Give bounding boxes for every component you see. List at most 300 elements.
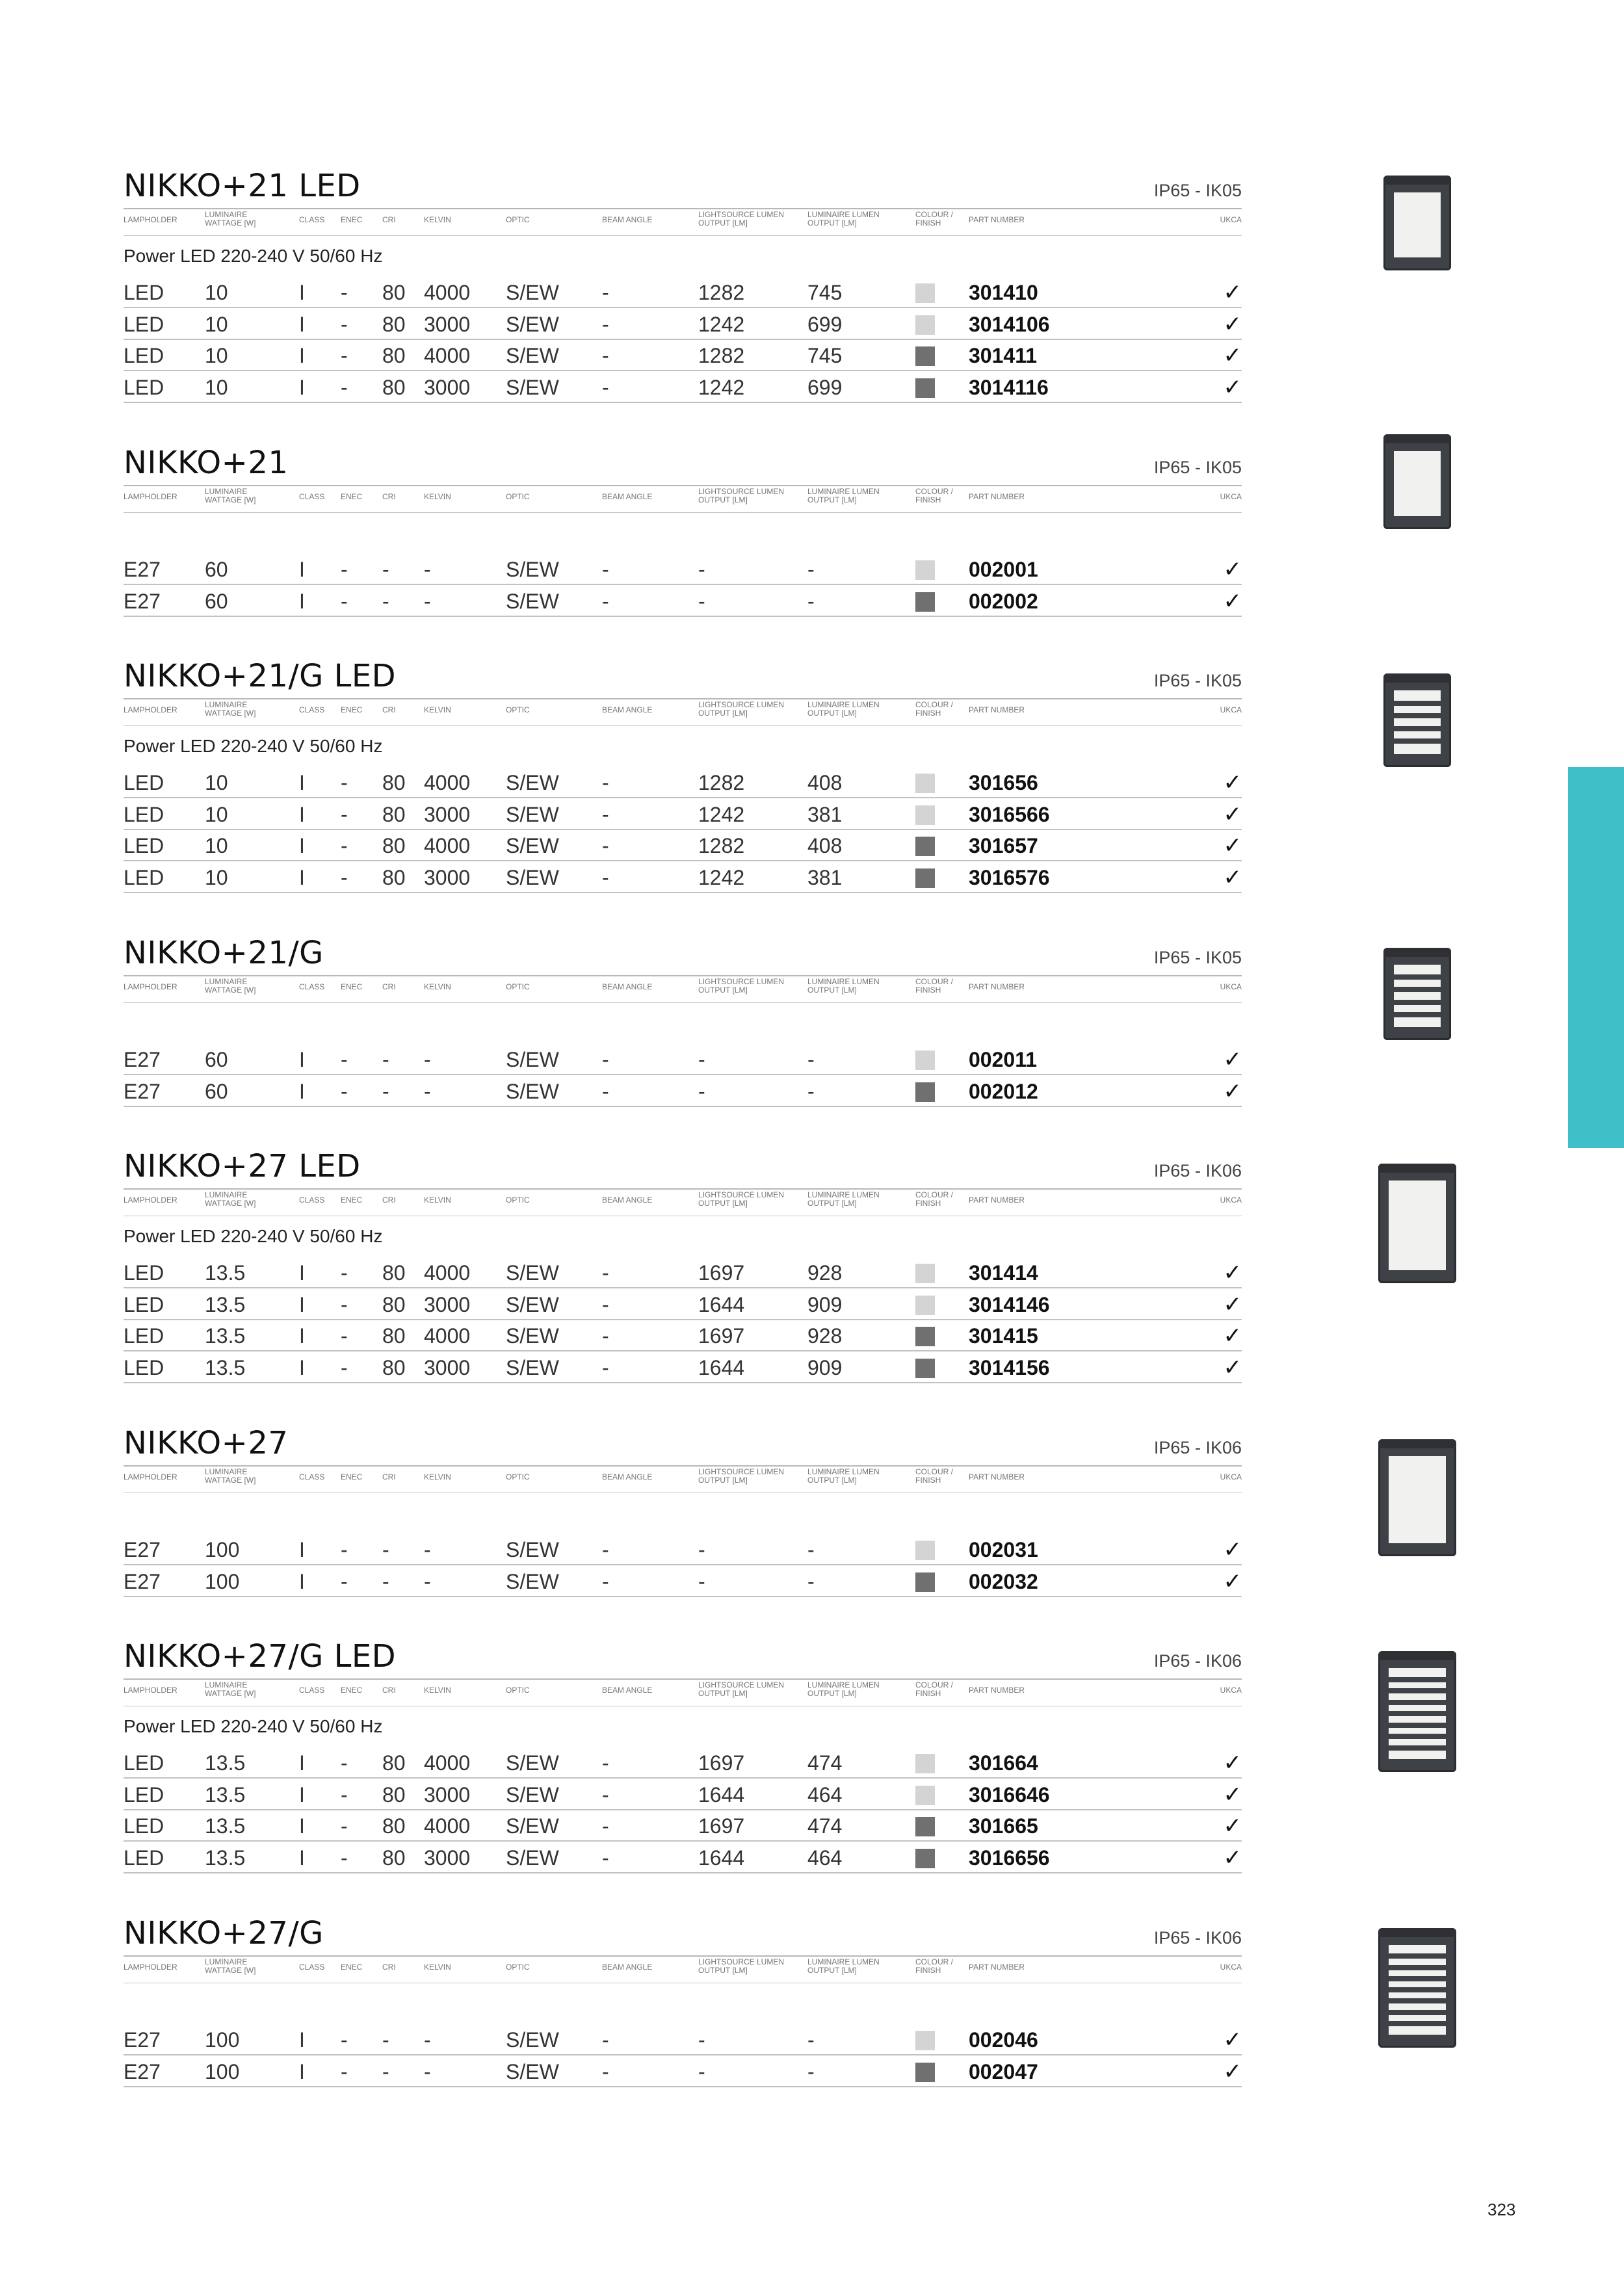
column-header-line: OPTIC — [506, 1686, 530, 1695]
column-header-ukca: UKCA — [1220, 1686, 1242, 1695]
cell-ls: - — [698, 1538, 705, 1561]
cell-kelvin: - — [424, 1538, 431, 1561]
table-header — [124, 1681, 1242, 1707]
cell-kelvin: - — [424, 2028, 431, 2052]
cell-part: 3016656 — [969, 1846, 1050, 1870]
column-header — [807, 701, 880, 718]
cell-ls: 1644 — [698, 1782, 745, 1807]
cell-cri: 80 — [382, 1814, 406, 1838]
cell-cls: I — [299, 1079, 305, 1103]
cell-cri: - — [382, 1079, 389, 1103]
header-top-rule — [124, 975, 1242, 976]
cell-kelvin: - — [424, 1569, 431, 1593]
finish-swatch — [915, 837, 935, 856]
column-header-line: COLOUR / — [915, 210, 954, 219]
column-header-line: BEAM ANGLE — [602, 492, 653, 501]
column-header-line: PART NUMBER — [969, 1195, 1025, 1205]
cell-watt: 13.5 — [205, 1846, 246, 1870]
product-section — [124, 658, 1242, 905]
cell-watt: 60 — [205, 1079, 228, 1103]
cell-cri: 80 — [382, 1355, 406, 1379]
ukca-check-icon: ✓ — [1223, 1537, 1242, 1563]
cell-cls: I — [299, 1569, 305, 1593]
cell-cri: - — [382, 2028, 389, 2052]
cell-kelvin: - — [424, 1048, 431, 1071]
column-header — [698, 1468, 784, 1485]
column-header — [602, 1473, 652, 1481]
header-top-rule — [124, 485, 1242, 486]
column-header — [969, 1686, 1025, 1695]
column-header — [382, 493, 396, 501]
header-top-rule — [124, 1188, 1242, 1190]
cell-optic: S/EW — [506, 1048, 559, 1071]
cell-beam: - — [602, 2028, 609, 2052]
cell-cls: I — [299, 771, 305, 794]
finish-swatch — [915, 1264, 935, 1283]
column-header — [602, 1963, 652, 1972]
cell-part: 3016576 — [969, 865, 1050, 889]
column-header-line: COLOUR / — [915, 487, 954, 496]
ukca-check-icon: ✓ — [1223, 1260, 1242, 1286]
lamp-cap — [1378, 1928, 1456, 1937]
column-header-line: ENEC — [341, 1195, 363, 1205]
column-header — [969, 1963, 1025, 1972]
cell-lamp: LED — [124, 312, 164, 336]
finish-swatch — [915, 2063, 935, 2082]
column-header-line: OUTPUT [LM] — [698, 495, 748, 504]
column-header — [698, 701, 784, 718]
cell-cri: 80 — [382, 1324, 406, 1348]
cell-cls: I — [299, 1355, 305, 1379]
cell-lamp: LED — [124, 375, 164, 399]
column-header — [698, 488, 784, 504]
column-header — [807, 1958, 880, 1975]
cell-beam: - — [602, 375, 609, 399]
column-header-ukca: UKCA — [1220, 705, 1242, 714]
column-header — [915, 701, 953, 718]
column-header — [341, 1963, 362, 1972]
table-row — [124, 1810, 1242, 1842]
column-header — [124, 1473, 177, 1481]
lamp-grille-bar — [1385, 1677, 1450, 1682]
lamp-grille-bar — [1390, 987, 1445, 992]
column-header-line: OUTPUT [LM] — [698, 709, 748, 718]
cell-optic: S/EW — [506, 802, 559, 826]
column-header-line: OUTPUT [LM] — [807, 985, 857, 995]
column-header-line: CLASS — [299, 492, 325, 501]
column-header — [969, 1196, 1025, 1205]
product-section — [124, 168, 1242, 415]
cell-beam: - — [602, 1846, 609, 1870]
cell-enec: - — [341, 589, 348, 613]
ip-rating: IP65 - IK06 — [1153, 1161, 1242, 1181]
cell-beam: - — [602, 771, 609, 794]
cell-beam: - — [602, 1782, 609, 1807]
cell-lum: 745 — [807, 344, 843, 367]
ukca-check-icon: ✓ — [1223, 343, 1242, 369]
column-header — [424, 1473, 451, 1481]
table-row — [124, 277, 1242, 308]
row-rule — [124, 1596, 1242, 1597]
ip-rating: IP65 - IK05 — [1153, 458, 1242, 477]
column-header-line: LAMPHOLDER — [124, 705, 177, 714]
cell-cri: 80 — [382, 281, 406, 304]
finish-swatch — [915, 283, 935, 303]
ip-rating: IP65 - IK06 — [1153, 1928, 1242, 1948]
cell-beam: - — [602, 558, 609, 581]
column-header-line: LAMPHOLDER — [124, 1472, 177, 1481]
column-header — [341, 706, 362, 714]
column-header-line: LUMINAIRE — [205, 1190, 248, 1199]
ukca-check-icon: ✓ — [1223, 864, 1242, 891]
column-header — [299, 493, 324, 501]
cell-optic: S/EW — [506, 1814, 559, 1838]
product-section — [124, 1148, 1242, 1395]
column-header-line: KELVIN — [424, 1195, 451, 1205]
finish-swatch — [915, 2031, 935, 2050]
ip-rating: IP65 - IK06 — [1153, 1651, 1242, 1671]
column-header — [341, 1473, 362, 1481]
finish-swatch — [915, 868, 935, 888]
cell-kelvin: 4000 — [424, 281, 471, 304]
column-header-line: LIGHTSOURCE LUMEN — [698, 1957, 785, 1966]
ukca-check-icon: ✓ — [1223, 588, 1242, 614]
table-row — [124, 1534, 1242, 1565]
cell-kelvin: 3000 — [424, 312, 471, 336]
table-row — [124, 1747, 1242, 1779]
column-header-line: LUMINAIRE LUMEN — [807, 1190, 880, 1199]
cell-kelvin: 3000 — [424, 1292, 471, 1316]
column-header-line: PART NUMBER — [969, 982, 1025, 991]
finish-swatch — [915, 1327, 935, 1346]
cell-lamp: LED — [124, 1751, 164, 1775]
finish-swatch — [915, 1296, 935, 1315]
cell-enec: - — [341, 1048, 348, 1071]
column-header — [807, 211, 880, 228]
header-top-rule — [124, 208, 1242, 209]
finish-swatch — [915, 774, 935, 793]
cell-cri: - — [382, 1048, 389, 1071]
column-header — [299, 1473, 324, 1481]
cell-cls: I — [299, 1751, 305, 1775]
cell-ls: 1644 — [698, 1846, 745, 1870]
column-header — [698, 1958, 784, 1975]
column-header-line: LUMINAIRE LUMEN — [807, 210, 880, 219]
ukca-check-icon: ✓ — [1223, 1291, 1242, 1318]
column-header — [382, 1473, 396, 1481]
cell-cls: I — [299, 312, 305, 336]
column-header — [506, 1473, 530, 1481]
power-note: Power LED 220-240 V 50/60 Hz — [124, 1226, 383, 1246]
cell-part: 301665 — [969, 1814, 1038, 1838]
grid-wall-light-icon — [1378, 1928, 1456, 2048]
grid-wall-light-icon — [1378, 1651, 1456, 1772]
cell-enec: - — [341, 771, 348, 794]
column-header — [915, 1958, 953, 1975]
column-header-line: LIGHTSOURCE LUMEN — [698, 977, 785, 986]
table-row — [124, 799, 1242, 830]
cell-cri: 80 — [382, 1261, 406, 1285]
ukca-check-icon: ✓ — [1223, 1844, 1242, 1871]
cell-kelvin: 4000 — [424, 771, 471, 794]
cell-watt: 100 — [205, 1538, 240, 1561]
header-top-rule — [124, 1465, 1242, 1467]
lamp-cap — [1378, 1651, 1456, 1660]
product-section — [124, 935, 1242, 1182]
column-header-line: LAMPHOLDER — [124, 1686, 177, 1695]
column-header-line: KELVIN — [424, 982, 451, 991]
power-note: Power LED 220-240 V 50/60 Hz — [124, 246, 383, 266]
column-header-line: FINISH — [915, 1476, 941, 1485]
column-header — [424, 1686, 451, 1695]
cell-watt: 10 — [205, 344, 228, 367]
column-header — [424, 1963, 451, 1972]
column-header — [698, 211, 784, 228]
column-header-line: CLASS — [299, 1686, 325, 1695]
finish-swatch — [915, 1849, 935, 1868]
cell-ls: 1242 — [698, 802, 745, 826]
cell-kelvin: 3000 — [424, 1355, 471, 1379]
column-header — [915, 211, 953, 228]
cell-part: 3016566 — [969, 802, 1050, 826]
column-header-line: CRI — [382, 1963, 396, 1972]
page-number: 323 — [1487, 2200, 1516, 2219]
cell-optic: S/EW — [506, 1079, 559, 1103]
cell-lamp: E27 — [124, 2059, 161, 2083]
column-header-line: CRI — [382, 215, 396, 224]
column-header — [424, 983, 451, 991]
cell-watt: 13.5 — [205, 1814, 246, 1838]
cell-optic: S/EW — [506, 1846, 559, 1870]
column-header-line: COLOUR / — [915, 700, 954, 709]
cell-optic: S/EW — [506, 1538, 559, 1561]
cell-kelvin: 3000 — [424, 865, 471, 889]
cell-cls: I — [299, 865, 305, 889]
ukca-check-icon: ✓ — [1223, 1354, 1242, 1381]
column-header — [382, 216, 396, 224]
cell-beam: - — [602, 1814, 609, 1838]
column-header — [124, 983, 177, 991]
section-title: NIKKO+21/G — [124, 935, 324, 971]
cell-ls: 1282 — [698, 344, 745, 367]
column-header — [698, 978, 784, 995]
column-header-line: FINISH — [915, 709, 941, 718]
cell-ls: - — [698, 2028, 705, 2052]
cell-enec: - — [341, 1814, 348, 1838]
column-header-line: PART NUMBER — [969, 1472, 1025, 1481]
column-header — [424, 1196, 451, 1205]
column-header-line: OUTPUT [LM] — [698, 1199, 748, 1208]
lamp-grille-bar — [1385, 2010, 1450, 2015]
column-header — [506, 1963, 530, 1972]
column-header-line: CLASS — [299, 1963, 325, 1972]
cell-lum: - — [807, 2059, 815, 2083]
cell-kelvin: 4000 — [424, 834, 471, 857]
cell-lamp: LED — [124, 1355, 164, 1379]
lamp-grille-bar — [1385, 1734, 1450, 1739]
cell-watt: 13.5 — [205, 1292, 246, 1316]
cell-lamp: LED — [124, 1782, 164, 1807]
table-header — [124, 1468, 1242, 1494]
column-header-line: LUMINAIRE LUMEN — [807, 700, 880, 709]
lamp-cap — [1383, 176, 1451, 185]
cell-cls: I — [299, 834, 305, 857]
column-header-line: CRI — [382, 1195, 396, 1205]
cell-cri: 80 — [382, 344, 406, 367]
cell-beam: - — [602, 1292, 609, 1316]
cell-watt: 13.5 — [205, 1324, 246, 1348]
ip-rating: IP65 - IK05 — [1153, 948, 1242, 967]
column-header-line: LUMINAIRE LUMEN — [807, 1957, 880, 1966]
cell-lum: 928 — [807, 1261, 843, 1285]
column-header — [299, 1686, 324, 1695]
cell-lum: 909 — [807, 1292, 843, 1316]
column-header-line: CRI — [382, 705, 396, 714]
cell-ls: 1697 — [698, 1324, 745, 1348]
lamp-cap — [1383, 948, 1451, 957]
cell-watt: 13.5 — [205, 1261, 246, 1285]
cell-cri: 80 — [382, 1292, 406, 1316]
cell-part: 3016646 — [969, 1782, 1050, 1807]
column-header-line: LIGHTSOURCE LUMEN — [698, 210, 785, 219]
cell-enec: - — [341, 1324, 348, 1348]
column-header — [124, 216, 177, 224]
cell-beam: - — [602, 344, 609, 367]
cell-beam: - — [602, 1079, 609, 1103]
cell-beam: - — [602, 1538, 609, 1561]
cell-part: 002032 — [969, 1569, 1038, 1593]
column-header-line: OPTIC — [506, 215, 530, 224]
ukca-check-icon: ✓ — [1223, 801, 1242, 828]
column-header-line: BEAM ANGLE — [602, 1963, 653, 1972]
ukca-check-icon: ✓ — [1223, 1568, 1242, 1595]
cell-ls: 1644 — [698, 1355, 745, 1379]
table-row — [124, 1044, 1242, 1075]
cell-part: 3014156 — [969, 1355, 1050, 1379]
table-header — [124, 1191, 1242, 1217]
lamp-grille-bar — [1385, 1745, 1450, 1751]
cell-part: 301414 — [969, 1261, 1038, 1285]
cell-cri: - — [382, 558, 389, 581]
cell-optic: S/EW — [506, 281, 559, 304]
finish-swatch — [915, 378, 935, 398]
cell-ls: 1697 — [698, 1814, 745, 1838]
column-header-line: COLOUR / — [915, 1467, 954, 1476]
column-header-line: COLOUR / — [915, 1957, 954, 1966]
cell-lum: 909 — [807, 1355, 843, 1379]
cell-watt: 10 — [205, 375, 228, 399]
column-header — [969, 706, 1025, 714]
table-header — [124, 1958, 1242, 1984]
column-header — [124, 1686, 177, 1695]
section-title: NIKKO+27/G LED — [124, 1638, 397, 1675]
column-header-line: WATTAGE [W] — [205, 1966, 256, 1975]
cell-part: 301657 — [969, 834, 1038, 857]
table-row — [124, 554, 1242, 585]
column-header-line: ENEC — [341, 492, 363, 501]
column-header-line: LIGHTSOURCE LUMEN — [698, 487, 785, 496]
row-rule — [124, 402, 1242, 403]
section-title: NIKKO+21 LED — [124, 168, 361, 204]
cell-lum: - — [807, 1048, 815, 1071]
lamp-grille-bar — [1385, 1723, 1450, 1728]
column-header-line: BEAM ANGLE — [602, 1686, 653, 1695]
column-header-line: LAMPHOLDER — [124, 1195, 177, 1205]
cell-watt: 10 — [205, 771, 228, 794]
column-header — [382, 706, 396, 714]
column-header-line: WATTAGE [W] — [205, 709, 256, 718]
column-header-line: LIGHTSOURCE LUMEN — [698, 1190, 785, 1199]
cell-optic: S/EW — [506, 1569, 559, 1593]
cell-enec: - — [341, 1751, 348, 1775]
column-header — [382, 1686, 396, 1695]
lamp-grille-bar — [1385, 1711, 1450, 1716]
cell-ls: - — [698, 1079, 705, 1103]
table-row — [124, 1289, 1242, 1320]
column-header-line: OUTPUT [LM] — [807, 1966, 857, 1975]
cell-cri: 80 — [382, 802, 406, 826]
cell-enec: - — [341, 1079, 348, 1103]
lamp-diffuser — [1394, 192, 1441, 257]
cell-lum: 745 — [807, 281, 843, 304]
column-header — [205, 1191, 255, 1208]
lamp-grille-bar — [1390, 974, 1445, 980]
lamp-grille-bar — [1390, 701, 1445, 706]
column-header — [205, 1958, 255, 1975]
cell-beam: - — [602, 2059, 609, 2083]
cell-kelvin: 4000 — [424, 1261, 471, 1285]
column-header-ukca: UKCA — [1220, 492, 1242, 501]
cell-ls: 1242 — [698, 312, 745, 336]
column-header-line: ENEC — [341, 982, 363, 991]
cell-cls: I — [299, 1782, 305, 1807]
column-header — [299, 983, 324, 991]
column-header-line: OUTPUT [LM] — [807, 1199, 857, 1208]
finish-swatch — [915, 1754, 935, 1773]
finish-swatch — [915, 1050, 935, 1070]
cell-cri: 80 — [382, 1782, 406, 1807]
cell-cri: 80 — [382, 771, 406, 794]
table-row — [124, 830, 1242, 861]
column-header — [382, 1963, 396, 1972]
cell-enec: - — [341, 1782, 348, 1807]
column-header — [424, 216, 451, 224]
cell-enec: - — [341, 802, 348, 826]
ukca-check-icon: ✓ — [1223, 280, 1242, 306]
table-row — [124, 586, 1242, 617]
table-row — [124, 340, 1242, 371]
cell-enec: - — [341, 558, 348, 581]
cell-watt: 100 — [205, 1569, 240, 1593]
column-header — [424, 706, 451, 714]
cell-kelvin: 3000 — [424, 802, 471, 826]
cell-watt: 10 — [205, 312, 228, 336]
ukca-check-icon: ✓ — [1223, 1323, 1242, 1349]
column-header-line: OUTPUT [LM] — [698, 1966, 748, 1975]
cell-ls: - — [698, 558, 705, 581]
column-header — [506, 1686, 530, 1695]
column-header-line: LUMINAIRE — [205, 487, 248, 496]
product-section — [124, 1915, 1242, 2162]
table-row — [124, 1076, 1242, 1107]
cell-enec: - — [341, 312, 348, 336]
lamp-cap — [1383, 673, 1451, 683]
column-header-line: BEAM ANGLE — [602, 705, 653, 714]
cell-cls: I — [299, 281, 305, 304]
cell-lamp: E27 — [124, 1079, 161, 1103]
column-header-line: COLOUR / — [915, 1680, 954, 1689]
cell-lum: - — [807, 1569, 815, 1593]
